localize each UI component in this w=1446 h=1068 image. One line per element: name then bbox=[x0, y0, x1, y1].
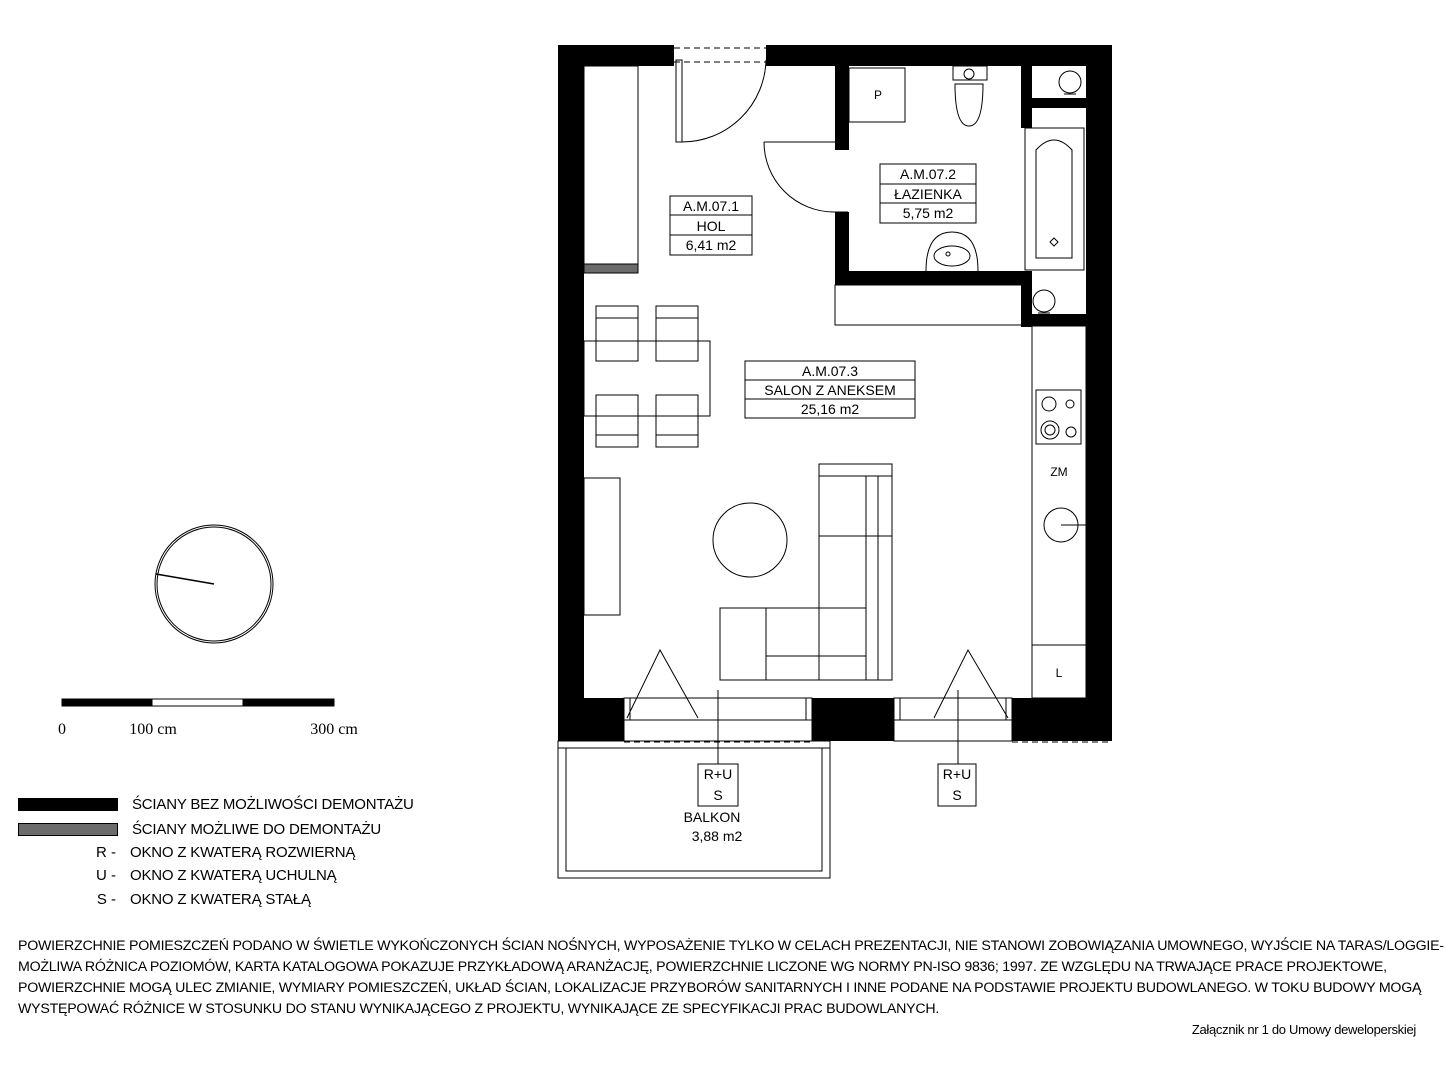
fixture-p-label: P bbox=[873, 88, 883, 102]
legend-fixed-walls bbox=[18, 794, 414, 814]
window-tag-1-bottom: S bbox=[713, 787, 723, 803]
room-salon-name: SALON Z ANEKSEM bbox=[764, 382, 896, 398]
legend-removable-walls-label: ŚCIANY MOŻLIWE DO DEMONTAŻU bbox=[132, 820, 382, 838]
room-bath-code: A.M.07.2 bbox=[899, 166, 957, 182]
legend-window-r bbox=[18, 842, 355, 862]
legend-window-u-label: OKNO Z KWATERĄ UCHULNĄ bbox=[130, 866, 337, 884]
note-line: POWIERZCHNIE POMIESZCZEŃ PODANO W ŚWIETLE WYKOŃCZONYCH ŚCIAN NOŚNYCH, WYPOSAŻENIE TYLKO W CELACH PREZENTACJI, NIE STANOWI ZOBOWIĄZANIA UMOWNEGO, WYJŚCIE NA TARAS/LOGGIE- bbox=[18, 938, 1444, 954]
room-hol-area: 6,41 m2 bbox=[685, 237, 737, 253]
legend-window-r-label: OKNO Z KWATERĄ ROZWIERNĄ bbox=[130, 843, 356, 861]
window-tag-2-top: R+U bbox=[942, 766, 972, 782]
legend-fixed-walls-label: ŚCIANY BEZ MOŻLIWOŚCI DEMONTAŻU bbox=[132, 795, 414, 813]
legend-removable-walls bbox=[18, 819, 381, 839]
disclaimer-notes bbox=[18, 936, 1444, 1020]
legend-window-s-key: S - bbox=[96, 890, 116, 908]
window-tag-1-top: R+U bbox=[703, 766, 733, 782]
fixture-l-label: L bbox=[1055, 666, 1063, 680]
room-hol-code: A.M.07.1 bbox=[682, 198, 740, 214]
legend-window-s bbox=[18, 889, 311, 909]
room-salon-code: A.M.07.3 bbox=[801, 363, 859, 379]
room-bath-area: 5,75 m2 bbox=[902, 205, 954, 221]
scale-end: 300 cm bbox=[310, 721, 358, 738]
note-line: POWIERZCHNIE MOGĄ ULEC ZMIANIE, WYMIARY POMIESZCZEŃ, UKŁAD ŚCIAN, LOKALIZACJE PRZYBORÓW SANITARNYCH I INNE PODANE NA PODSTAWIE PROJEKTU BUDOWLANEGO. W TOKU BUDOWY MOGĄ bbox=[18, 980, 1422, 996]
room-hol-name: HOL bbox=[696, 218, 726, 234]
scale-mid: 100 cm bbox=[129, 721, 177, 738]
note-line: MOŻLIWA RÓŻNICA POZIOMÓW, KARTA KATALOGOWA POKAZUJE PRZYKŁADOWĄ ARANŻACJĘ, POWIERZCHNIE LICZONE WG NORMY PN-ISO 9836; 1997. ZE WZGLĘDU NA TRWAJĄCE PRACE PROJEKTOWE, bbox=[18, 959, 1387, 975]
room-bath-name: ŁAZIENKA bbox=[894, 186, 962, 202]
balcony-area: 3,88 m2 bbox=[691, 828, 743, 844]
window-tag-2-bottom: S bbox=[952, 787, 962, 803]
appendix-note: Załącznik nr 1 do Umowy deweloperskiej bbox=[1191, 1022, 1416, 1037]
scale-zero: 0 bbox=[58, 721, 66, 738]
legend-window-u bbox=[18, 865, 336, 885]
note-line: WYSTĘPOWAĆ RÓŻNICE W STOSUNKU DO STANU WYNIKAJĄCEGO Z PROJEKTU, WYNIKAJĄCE ZE SPECYFIKACJI PRAC BUDOWLANYCH. bbox=[18, 1001, 940, 1017]
room-salon-area: 25,16 m2 bbox=[800, 401, 860, 417]
removable-wall bbox=[584, 264, 638, 273]
balcony-name: BALKON bbox=[683, 809, 741, 825]
legend-window-s-label: OKNO Z KWATERĄ STAŁĄ bbox=[130, 890, 311, 908]
fixed-wall-swatch bbox=[18, 798, 118, 811]
legend-window-r-key: R - bbox=[96, 843, 116, 861]
removable-wall-swatch bbox=[18, 823, 118, 836]
legend-window-u-key: U - bbox=[96, 866, 116, 884]
fixture-zm-label: ZM bbox=[1050, 465, 1068, 479]
